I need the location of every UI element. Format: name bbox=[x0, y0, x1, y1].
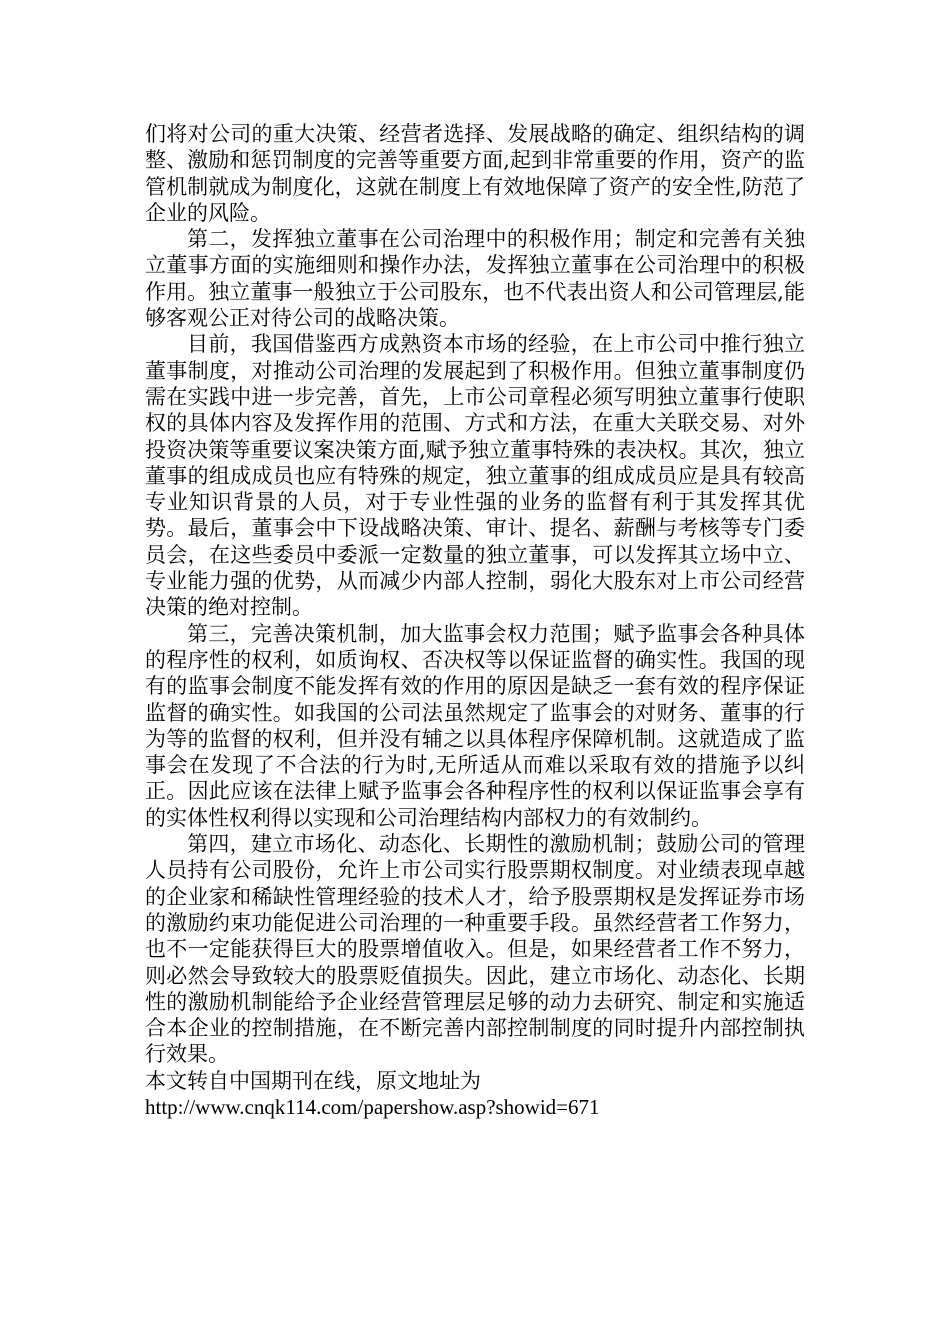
source-note: 本文转自中国期刊在线，原文地址为 bbox=[145, 1068, 481, 1093]
source-url[interactable]: http://www.cnqk114.com/papershow.asp?showid=671 bbox=[145, 1094, 600, 1119]
paragraph-continuation: 们将对公司的重大决策、经营者选择、发展战略的确定、组织结构的调整、激励和惩罚制度的完善等重要方面,起到非常重要的作用，资产的监管机制就成为制度化，这就在制度上有效地保障了资产的安全性,防范了企业的风险。 bbox=[145, 122, 805, 225]
paragraph-supervisory-board: 第三，完善决策机制，加大监事会权力范围；赋予监事会各种具体的程序性的权利，如质询权、否决权等以保证监督的确实性。我国的现有的监事会制度不能发挥有效的作用的原因是缺乏一套有效的程序保证监督的确实性。如我国的公司法虽然规定了监事会的对财务、董事的行为等的监督的权利，但并没有辅之以具体程序保障机制。这就造成了监事会在发现了不合法的行为时,无所适从而难以采取有效的措施予以纠正。因此应该在法律上赋予监事会各种程序性的权利以保证监事会享有的实体性权利得以实现和公司治理结构内部权力的有效制约。 bbox=[145, 621, 805, 830]
paragraph-independent-director-system: 目前，我国借鉴西方成熟资本市场的经验，在上市公司中推行独立董事制度，对推动公司治理的发展起到了积极作用。但独立董事制度仍需在实践中进一步完善，首先，上市公司章程必须写明独立董事行使职权的具体内容及发挥作用的范围、方式和方法，在重大关联交易、对外投资决策等重要议案决策方面,赋予独立董事特殊的表决权。其次，独立董事的组成成员也应有特殊的规定，独立董事的组成成员应是具有较高专业知识背景的人员，对于专业性强的业务的监督有利于其发挥其优势。最后，董事会中下设战略决策、审计、提名、薪酬与考核等专门委员会，在这些委员中委派一定数量的独立董事，可以发挥其立场中立、专业能力强的优势，从而减少内部人控制，弱化大股东对上市公司经营决策的绝对控制。 bbox=[145, 332, 805, 620]
document-page bbox=[145, 121, 805, 1120]
paragraph-incentive-mechanism: 第四，建立市场化、动态化、长期性的激励机制；鼓励公司的管理人员持有公司股份，允许上市公司实行股票期权制度。对业绩表现卓越的企业家和稀缺性管理经验的技术人才，给予股票期权是发挥证券市场的激励约束功能促进公司治理的一种重要手段。虽然经营者工作努力，也不一定能获得巨大的股票增值收入。但是，如果经营者工作不努力，则必然会导致较大的股票贬值损失。因此，建立市场化、动态化、长期性的激励机制能给予企业经营管理层足够的动力去研究、制定和实施适合本企业的控制措施，在不断完善内部控制制度的同时提升内部控制执行效果。 bbox=[145, 832, 805, 1067]
paragraph-independent-directors: 第二，发挥独立董事在公司治理中的积极作用；制定和完善有关独立董事方面的实施细则和操作办法，发挥独立董事在公司治理中的积极作用。独立董事一般独立于公司股东，也不代表出资人和公司管理层,能够客观公正对待公司的战略决策。 bbox=[145, 227, 805, 331]
